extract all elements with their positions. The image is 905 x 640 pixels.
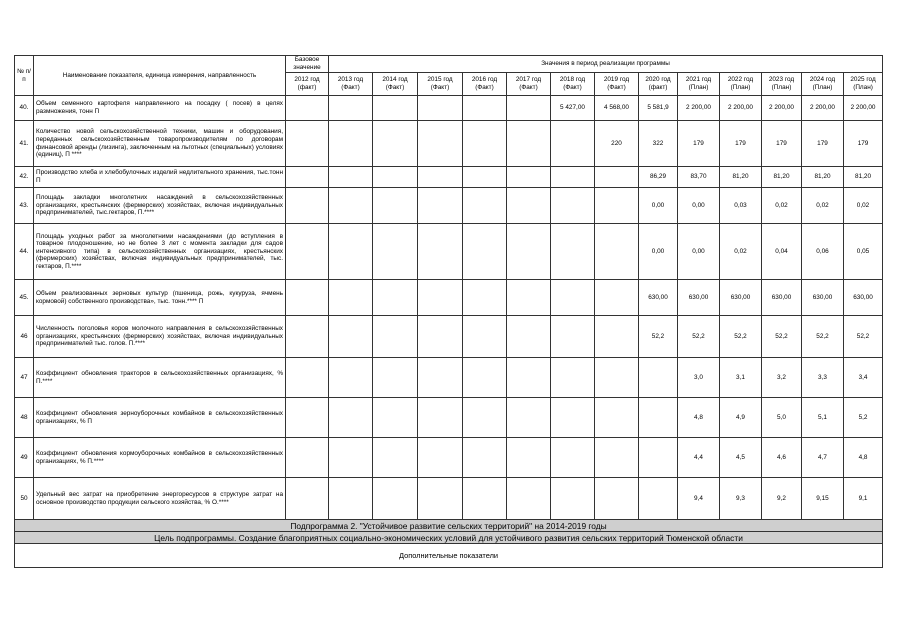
indicator-value: 0,02 <box>844 188 883 224</box>
indicator-value: 179 <box>844 121 883 167</box>
indicator-value <box>373 121 418 167</box>
indicator-value <box>418 188 463 224</box>
indicator-value <box>329 478 373 520</box>
indicator-value <box>373 280 418 316</box>
indicator-name: Коэффициент обновления зерноуборочных комбайнов в сельскохозяйственных организациях, % П <box>34 398 286 438</box>
row-number: 46 <box>15 316 34 358</box>
indicator-value: 4,6 <box>762 438 802 478</box>
indicator-value: 52,2 <box>762 316 802 358</box>
indicator-value: 630,00 <box>639 280 678 316</box>
indicator-value <box>551 438 595 478</box>
indicator-value <box>329 358 373 398</box>
indicator-value <box>286 167 329 188</box>
indicator-value <box>595 224 639 280</box>
indicator-value: 0,00 <box>678 188 720 224</box>
row-number: 43. <box>15 188 34 224</box>
header-year: 2013 год (Факт) <box>329 73 373 96</box>
indicator-value <box>595 280 639 316</box>
indicator-value <box>418 121 463 167</box>
indicator-value <box>418 358 463 398</box>
table-row <box>15 121 883 167</box>
table-row <box>15 478 883 520</box>
indicator-value: 179 <box>802 121 844 167</box>
indicator-value <box>463 167 507 188</box>
indicator-value <box>463 358 507 398</box>
header-year: 2020 год (факт) <box>639 73 678 96</box>
indicator-value: 9,4 <box>678 478 720 520</box>
indicator-name: Объем семенного картофеля направленного на посадку ( посев) в целях размножения, тонн П <box>34 96 286 121</box>
table-row <box>15 224 883 280</box>
indicators-document <box>14 55 883 568</box>
indicator-value <box>329 438 373 478</box>
indicator-value <box>595 167 639 188</box>
indicator-value <box>595 438 639 478</box>
indicator-value <box>507 167 551 188</box>
additional-indicators-label: Дополнительные показатели <box>15 544 883 568</box>
indicator-value <box>286 96 329 121</box>
header-year: 2016 год (Факт) <box>463 73 507 96</box>
indicator-value <box>286 316 329 358</box>
indicator-value <box>463 96 507 121</box>
indicator-value <box>551 188 595 224</box>
indicator-value: 4,7 <box>802 438 844 478</box>
indicator-value: 4,9 <box>720 398 762 438</box>
indicator-value: 9,15 <box>802 478 844 520</box>
indicator-name: Площадь уходных работ за многолетними насаждениями (до вступления в товарное плодоношение, но не более 3 лет с момента закладки для садов интенсивного типа) в сельскохозяйственных организациях, крестьянских (фермерских) хозяйствах, включая индивидуальных предпринимателей, тыс. гектаров, П.**** <box>34 224 286 280</box>
indicator-value: 630,00 <box>844 280 883 316</box>
indicator-value: 220 <box>595 121 639 167</box>
indicator-value <box>595 478 639 520</box>
indicator-value: 0,00 <box>639 224 678 280</box>
indicator-value: 0,02 <box>802 188 844 224</box>
indicator-value <box>463 478 507 520</box>
indicator-value <box>286 280 329 316</box>
indicator-value <box>286 438 329 478</box>
indicator-value: 630,00 <box>802 280 844 316</box>
header-year: 2022 год (План) <box>720 73 762 96</box>
indicator-value: 83,70 <box>678 167 720 188</box>
indicator-value <box>463 121 507 167</box>
indicator-value <box>639 398 678 438</box>
indicator-value <box>507 358 551 398</box>
indicator-value: 81,20 <box>762 167 802 188</box>
table-row <box>15 167 883 188</box>
header-base: Базовое значение <box>286 56 329 73</box>
indicator-value: 179 <box>762 121 802 167</box>
row-number: 45. <box>15 280 34 316</box>
indicator-value: 81,20 <box>720 167 762 188</box>
indicator-value <box>418 224 463 280</box>
indicator-value: 5 427,00 <box>551 96 595 121</box>
indicator-name: Производство хлеба и хлебобулочных изделий недлительного хранения, тыс.тонн П <box>34 167 286 188</box>
indicator-value <box>418 96 463 121</box>
row-number: 49 <box>15 438 34 478</box>
indicator-value: 0,03 <box>720 188 762 224</box>
indicator-value <box>329 398 373 438</box>
indicator-value: 3,0 <box>678 358 720 398</box>
indicator-value: 52,2 <box>802 316 844 358</box>
indicator-value: 0,05 <box>844 224 883 280</box>
indicator-name: Численность поголовья коров молочного направления в сельскохозяйственных организациях, крестьянских (фермерских) хозяйствах, включая индивидуальных предпринимателей тыс. голов. П.**** <box>34 316 286 358</box>
indicator-value: 4 568,00 <box>595 96 639 121</box>
indicator-value <box>551 280 595 316</box>
indicator-value: 5,1 <box>802 398 844 438</box>
indicator-name: Коэффициент обновления тракторов в сельскохозяйственных организациях, % П.**** <box>34 358 286 398</box>
indicator-value <box>551 167 595 188</box>
row-number: 50 <box>15 478 34 520</box>
indicator-name: Количество новой сельскохозяйственной техники, машин и оборудования, переданных сельскохозяйственным товаропроизводителям по договорам финансовой аренды (лизинга), заключенным на льготных (специальных) условиях (единиц), П **** <box>34 121 286 167</box>
indicator-value: 81,20 <box>802 167 844 188</box>
indicator-value <box>329 188 373 224</box>
indicator-value: 0,06 <box>802 224 844 280</box>
indicator-value <box>373 224 418 280</box>
indicator-value <box>373 398 418 438</box>
table-row <box>15 188 883 224</box>
indicator-value <box>463 316 507 358</box>
indicator-value: 3,4 <box>844 358 883 398</box>
header-name: Наименование показателя, единица измерения, направленность <box>34 56 286 96</box>
indicator-value <box>595 358 639 398</box>
indicator-value <box>639 478 678 520</box>
indicator-value <box>463 438 507 478</box>
indicator-value <box>551 316 595 358</box>
indicator-value: 4,4 <box>678 438 720 478</box>
indicator-value: 9,2 <box>762 478 802 520</box>
indicator-value <box>507 96 551 121</box>
indicator-value <box>507 121 551 167</box>
indicator-name: Удельный вес затрат на приобретение энергоресурсов в структуре затрат на основное производство продукции сельского хозяйства, % О.**** <box>34 478 286 520</box>
indicator-value <box>507 398 551 438</box>
indicator-value <box>507 224 551 280</box>
header-year: 2024 год (План) <box>802 73 844 96</box>
header-year: 2015 год (Факт) <box>418 73 463 96</box>
row-number: 47 <box>15 358 34 398</box>
indicator-value <box>463 398 507 438</box>
indicator-value <box>507 438 551 478</box>
indicator-value: 2 200,00 <box>762 96 802 121</box>
indicator-value: 0,00 <box>639 188 678 224</box>
indicator-value <box>639 358 678 398</box>
table-row <box>15 96 883 121</box>
row-number: 41. <box>15 121 34 167</box>
indicator-value: 86,29 <box>639 167 678 188</box>
table-row <box>15 280 883 316</box>
indicator-value: 52,2 <box>844 316 883 358</box>
header-year: 2019 год (Факт) <box>595 73 639 96</box>
indicator-value: 3,3 <box>802 358 844 398</box>
indicator-value <box>595 316 639 358</box>
header-num: № п/п <box>15 56 34 96</box>
indicator-value <box>418 478 463 520</box>
table-body <box>15 96 883 520</box>
indicator-value: 5,0 <box>762 398 802 438</box>
indicator-value: 322 <box>639 121 678 167</box>
indicator-value <box>329 167 373 188</box>
table-row <box>15 398 883 438</box>
indicator-value <box>373 316 418 358</box>
header-period: Значения в период реализации программы <box>329 56 883 73</box>
indicator-value <box>373 478 418 520</box>
indicator-value <box>418 280 463 316</box>
indicator-value: 2 200,00 <box>844 96 883 121</box>
indicators-table <box>14 55 883 568</box>
indicator-value <box>639 438 678 478</box>
indicator-value <box>286 121 329 167</box>
indicator-value <box>507 316 551 358</box>
indicator-value: 2 200,00 <box>678 96 720 121</box>
indicator-value: 5 581,9 <box>639 96 678 121</box>
indicator-value: 4,8 <box>844 438 883 478</box>
indicator-value: 0,02 <box>720 224 762 280</box>
header-year: 2021 год (План) <box>678 73 720 96</box>
indicator-value <box>463 280 507 316</box>
indicator-value <box>507 280 551 316</box>
indicator-value <box>373 96 418 121</box>
indicator-value <box>329 280 373 316</box>
indicator-value: 179 <box>678 121 720 167</box>
indicator-value <box>418 438 463 478</box>
indicator-value <box>418 398 463 438</box>
indicator-value: 9,1 <box>844 478 883 520</box>
header-year: 2017 год (Факт) <box>507 73 551 96</box>
indicator-value <box>507 188 551 224</box>
indicator-value: 3,1 <box>720 358 762 398</box>
header-year: 2012 год (факт) <box>286 73 329 96</box>
indicator-value <box>373 188 418 224</box>
indicator-value <box>373 167 418 188</box>
indicator-value <box>286 188 329 224</box>
indicator-value <box>418 167 463 188</box>
indicator-name: Площадь закладки многолетних насаждений в сельскохозяйственных организациях, крестьянских (фермерских) хозяйствах, включая индивидуальных предпринимателей, тыс.гектаров, П.**** <box>34 188 286 224</box>
subprogram-title: Подпрограмма 2. "Устойчивое развитие сельских территорий" на 2014-2019 годы <box>15 520 883 532</box>
indicator-value <box>551 121 595 167</box>
indicator-name: Коэффициент обновления кормоуборочных комбайнов в сельскохозяйственных организациях, % П.**** <box>34 438 286 478</box>
header-year: 2014 год (Факт) <box>373 73 418 96</box>
indicator-value <box>463 224 507 280</box>
indicator-value: 9,3 <box>720 478 762 520</box>
indicator-value <box>463 188 507 224</box>
indicator-value: 179 <box>720 121 762 167</box>
indicator-value: 52,2 <box>720 316 762 358</box>
header-year: 2018 год (Факт) <box>551 73 595 96</box>
row-number: 44. <box>15 224 34 280</box>
indicator-value <box>551 224 595 280</box>
indicator-value: 630,00 <box>678 280 720 316</box>
indicator-value <box>373 358 418 398</box>
indicator-value <box>551 398 595 438</box>
indicator-value: 2 200,00 <box>720 96 762 121</box>
row-number: 48 <box>15 398 34 438</box>
indicator-value: 4,5 <box>720 438 762 478</box>
indicator-value <box>551 358 595 398</box>
indicator-value: 0,00 <box>678 224 720 280</box>
row-number: 40. <box>15 96 34 121</box>
indicator-value <box>595 188 639 224</box>
header-year: 2023 год (План) <box>762 73 802 96</box>
row-number: 42. <box>15 167 34 188</box>
indicator-value: 0,04 <box>762 224 802 280</box>
indicator-value <box>329 96 373 121</box>
indicator-value: 3,2 <box>762 358 802 398</box>
indicator-value: 2 200,00 <box>802 96 844 121</box>
indicator-value <box>286 358 329 398</box>
indicator-value: 52,2 <box>639 316 678 358</box>
subprogram-goal: Цель подпрограммы. Создание благоприятных социально-экономических условий для устойчивого развития сельских территорий Тюменской области <box>15 532 883 544</box>
indicator-value <box>329 224 373 280</box>
indicator-value <box>418 316 463 358</box>
indicator-value <box>329 316 373 358</box>
indicator-value: 52,2 <box>678 316 720 358</box>
table-row <box>15 438 883 478</box>
indicator-value: 630,00 <box>762 280 802 316</box>
indicator-value: 0,02 <box>762 188 802 224</box>
indicator-value <box>329 121 373 167</box>
table-row <box>15 358 883 398</box>
indicator-value <box>507 478 551 520</box>
indicator-value <box>551 478 595 520</box>
indicator-value <box>286 478 329 520</box>
indicator-value: 4,8 <box>678 398 720 438</box>
indicator-name: Объем реализованных зерновых культур (пшеница, рожь, кукуруза, ячмень кормовой) собственного производства», тыс. тонн.**** П <box>34 280 286 316</box>
indicator-value <box>595 398 639 438</box>
indicator-value: 5,2 <box>844 398 883 438</box>
indicator-value: 630,00 <box>720 280 762 316</box>
indicator-value: 81,20 <box>844 167 883 188</box>
subprogram-section <box>15 520 883 568</box>
indicator-value <box>373 438 418 478</box>
indicator-value <box>286 398 329 438</box>
header-year: 2025 год (План) <box>844 73 883 96</box>
indicator-value <box>286 224 329 280</box>
table-row <box>15 316 883 358</box>
table-header <box>15 56 883 96</box>
